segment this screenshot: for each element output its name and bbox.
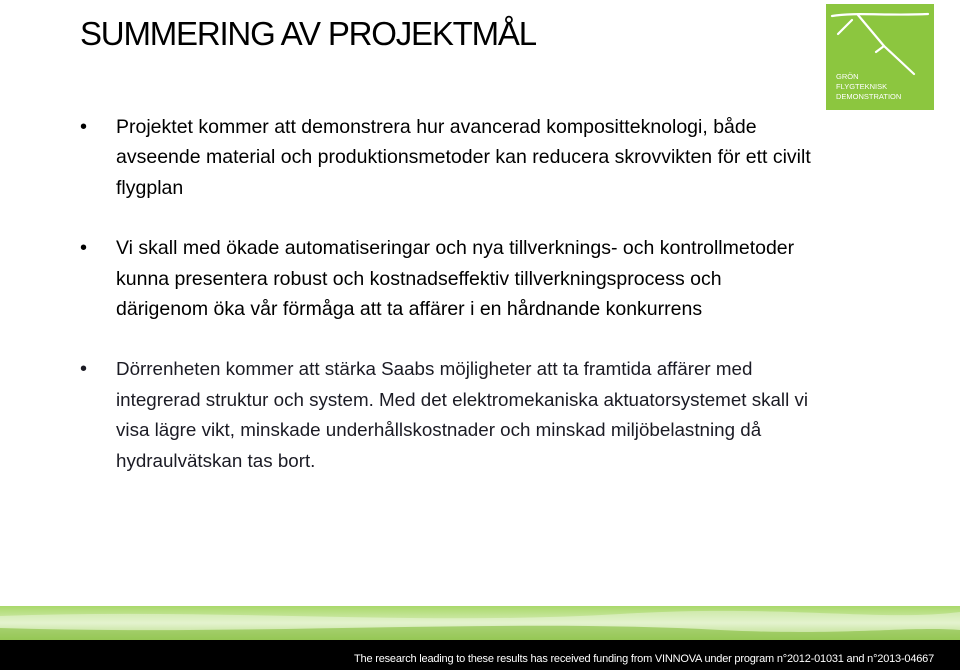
bullet-item <box>0 233 816 324</box>
slide-title: SUMMERING AV PROJEKTMÅL <box>80 15 536 52</box>
bullet-text: • Projektet kommer att demonstrera hur avancerad kompositteknologi, både avseende material och produktionsmetoder kan reducera skrovvikten för ett civilt flygplan <box>116 116 811 199</box>
bullet-text: • Dörrenheten kommer att stärka Saabs möjligheter att ta framtida affärer med integrerad struktur och system. Med det elektromekaniska aktuatorsystemet skall vi visa lägre vikt, minskade underhållskostnader och minskad miljöbelastning då hydraulvätskan tas bort. <box>116 358 809 471</box>
bullet-text: • Vi skall med ökade automatiseringar och nya tillverknings- och kontrollmetoder kunna presentera robust och kostnadseffektiv tillverkningsprocess och därigenom öka vår förmåga att ta affärer i en hårdnande konkurrens <box>116 237 795 321</box>
footer-green-band <box>0 606 960 640</box>
bullet-item <box>0 354 816 476</box>
gron-flygteknisk-logo <box>826 4 934 110</box>
footer-bar <box>0 640 960 670</box>
bullet-list <box>0 112 900 506</box>
logo-text-line1: GRÖN <box>836 72 859 81</box>
bullet-item <box>0 112 816 203</box>
footer-funding-text: The research leading to these results has received funding from VINNOVA under program n°2012-01031 and n°2013-04667 <box>354 653 934 665</box>
logo-text-line2: FLYGTEKNISK <box>836 82 888 91</box>
logo-text-line3: DEMONSTRATION <box>836 92 902 101</box>
